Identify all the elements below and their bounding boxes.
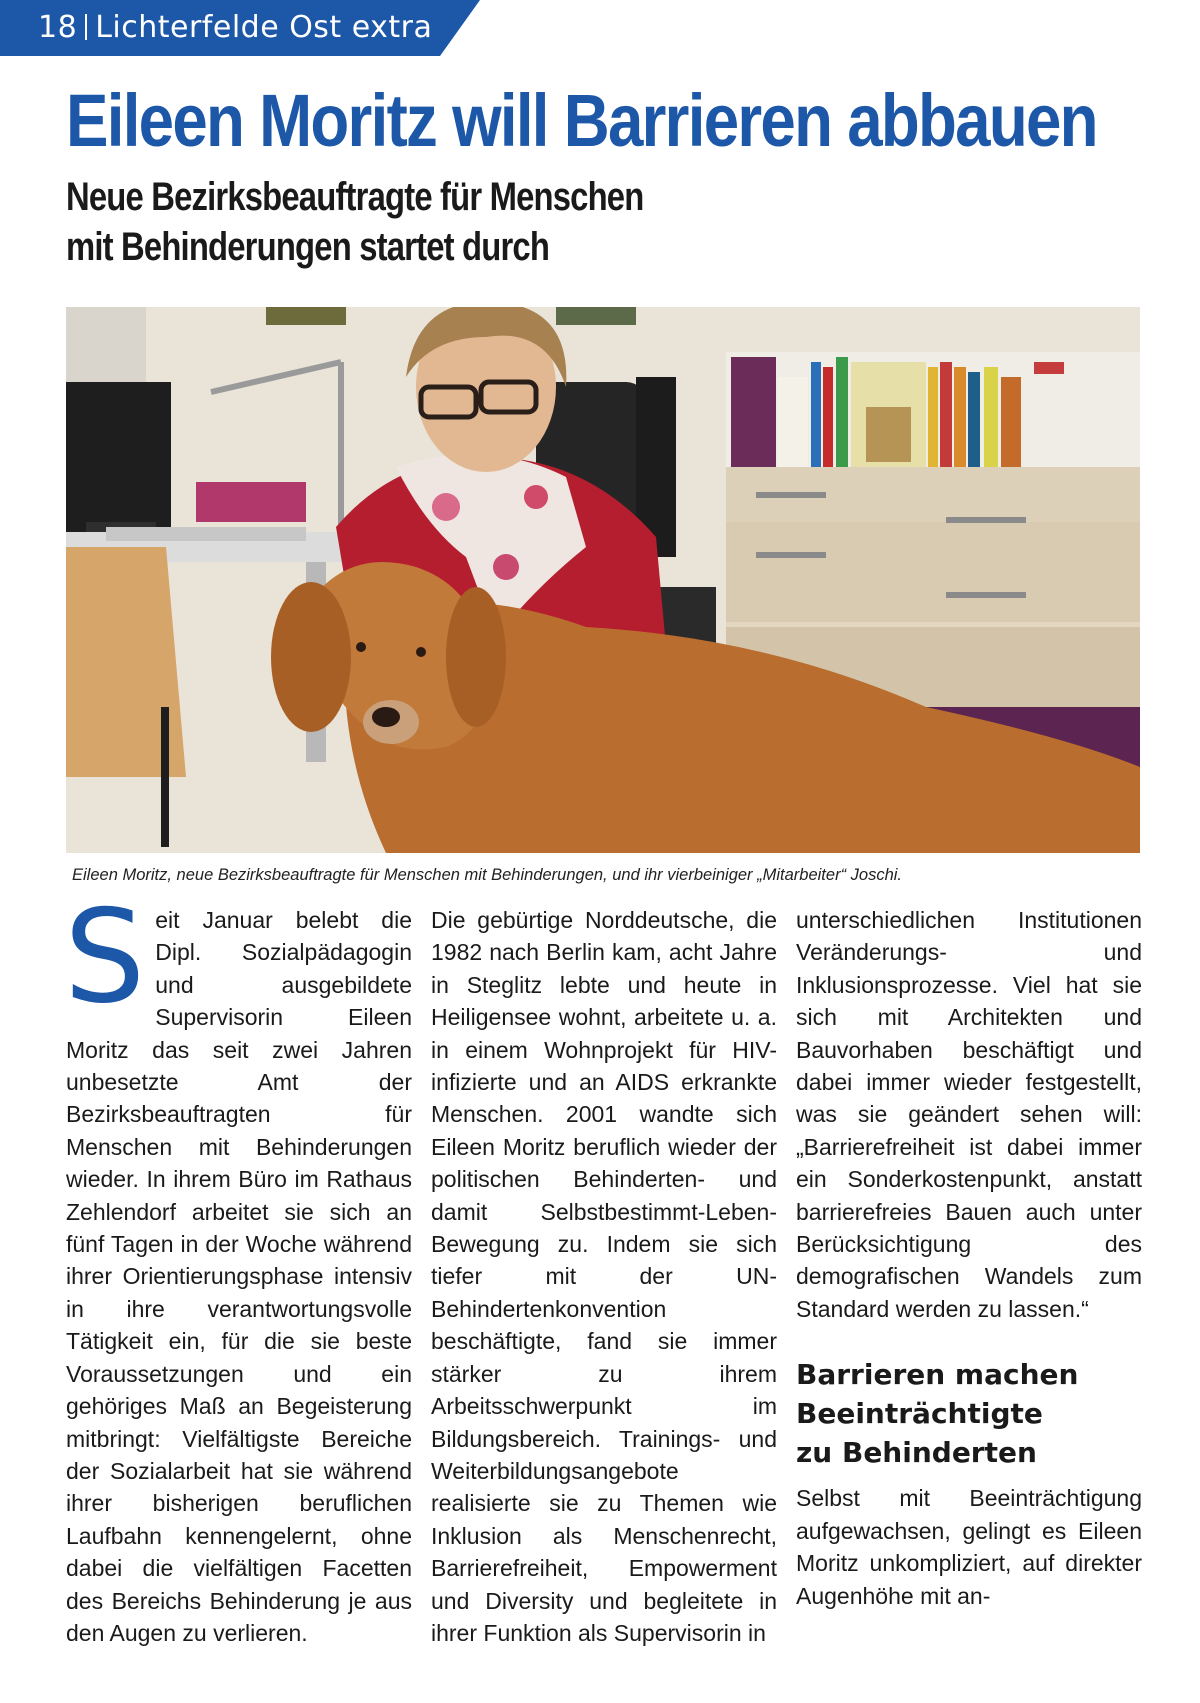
headline: Eileen Moritz will Barrieren abbauen <box>66 79 1097 162</box>
subheading-line-3: zu Behinderten <box>796 1436 1037 1470</box>
photo-caption: Eileen Moritz, neue Bezirksbeauftragte für Menschen mit Behinderungen, und ihr vierbeiniger „Mitarbeiter“ Joschi. <box>72 866 902 884</box>
subheadline <box>66 172 804 272</box>
column-3-text-2: Selbst mit Beeinträchtigung aufgewachsen, gelingt es Eileen Moritz unkompliziert, auf direkter Augenhöhe mit an- <box>796 1485 1142 1609</box>
section-ribbon <box>0 0 500 56</box>
column-3-text: unterschiedlichen Institutionen Veränderungs- und Inklusionsprozesse. Viel hat sie sich mit Architekten und Bauvorhaben beschäftigt und dabei immer wieder festgestellt, was sie geändert sehen will: „Barrierefreiheit ist dabei immer ein Sonderkostenpunkt, anstatt barrierefreies Bauen auch unter Berücksichtigung des demografischen Wandels zum Standard werden zu lassen.“ <box>796 907 1142 1322</box>
section-subheading <box>796 1355 1142 1472</box>
page-number: 18 <box>38 10 78 45</box>
column-1 <box>64 883 412 1649</box>
drop-cap: S <box>64 883 146 1032</box>
column-3 <box>796 904 1142 1612</box>
section-name: Lichterfelde Ost extra <box>95 10 433 45</box>
column-2 <box>431 904 777 1649</box>
column-2-text: Die gebürtige Norddeutsche, die 1982 nach Berlin kam, acht Jahre in Steglitz lebte und heute in Heiligensee wohnt, arbeitete u. a. in einem Wohnprojekt für HIV-infizierte und an AIDS erkrankte Menschen. 2001 wandte sich Eileen Moritz beruflich wieder der politischen Behinderten- und damit Selbstbestimmt-Leben-Bewegung zu. Indem sie sich tiefer mit der UN-Behindertenkonvention beschäftigte, fand sie immer stärker zu ihrem Arbeitsschwerpunkt im Bildungsbereich. Trainings- und Weiterbildungsangebote realisierte sie zu Themen wie Inklusion als Menschenrecht, Barrierefreiheit, Empowerment und Diversity und begleitete in ihrer Funktion als Supervisorin in <box>431 907 777 1646</box>
ribbon-separator <box>85 14 87 40</box>
ribbon-text <box>38 10 432 46</box>
photo-illustration <box>66 307 1140 853</box>
subheadline-line-1: Neue Bezirksbeauftragte für Menschen <box>66 175 644 219</box>
article-photo <box>66 307 1140 853</box>
column-1-text: eit Januar belebt die Dipl. Sozialpädagogin und ausgebildete Supervisorin Eileen Moritz das seit zwei Jahren unbesetzte Amt der Bezirksbeauftragten für Menschen mit Behinderungen wieder. In ihrem Büro im Rathaus Zehlendorf arbeitet sie sich an fünf Tagen in der Woche während ihrer Orientierungsphase intensiv in ihre verantwortungsvolle Tätigkeit ein, für die sie beste Voraussetzungen und ein gehöriges Maß an Begeisterung mitbringt: Vielfältigste Bereiche der Sozialarbeit hat sie während ihrer bisherigen beruflichen Laufbahn kennengelernt, ohne dabei die vielfältigen Facetten des Bereichs Behinderung je aus den Augen zu verlieren. <box>66 907 412 1646</box>
subheading-line-1: Barrieren machen <box>796 1358 1079 1392</box>
subheadline-line-2: mit Behinderungen startet durch <box>66 225 550 269</box>
subheading-line-2: Beeinträchtigte <box>796 1397 1043 1431</box>
